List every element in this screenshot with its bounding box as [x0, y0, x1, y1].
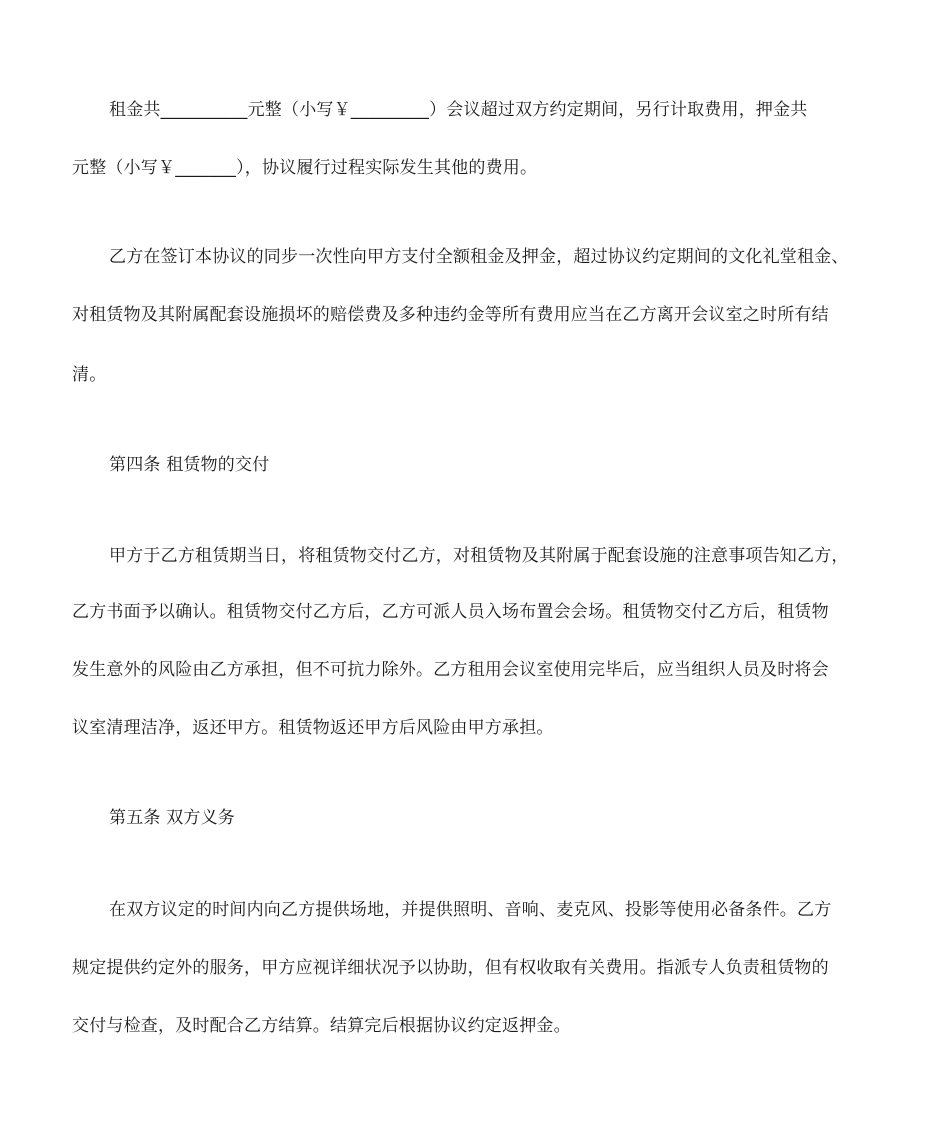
obligations-clause-line-1: 在双方议定的时间内向乙方提供场地，并提供照明、音响、麦克风、投影等使用必备条件。乙方 [109, 900, 832, 920]
delivery-clause-line-2: 乙方书面予以确认。租赁物交付乙方后，乙方可派人员入场布置会会场。租赁物交付乙方后，租赁物 [72, 602, 829, 622]
deposit-amount-line: 元整（小写￥_______），协议履行过程实际发生其他的费用。 [72, 158, 538, 178]
delivery-clause-line-3: 发生意外的风险由乙方承担，但不可抗力除外。乙方租用会议室使用完毕后，应当组织人员及时将会 [72, 660, 829, 680]
obligations-clause-line-3: 交付与检查，及时配合乙方结算。结算完后根据协议约定返押金。 [72, 1016, 571, 1036]
rent-amount-line: 租金共__________元整（小写￥_________）会议超过双方约定期间，另行计取费用，押金共 [109, 100, 808, 120]
obligations-clause-line-2: 规定提供约定外的服务，甲方应视详细状况予以协助，但有权收取有关费用。指派专人负责租赁物的 [72, 958, 829, 978]
payment-clause-line-2: 对租赁物及其附属配套设施损坏的赔偿费及多种违约金等所有费用应当在乙方离开会议室之时所有结 [72, 305, 829, 325]
article-4-heading: 第四条 租赁物的交付 [109, 455, 270, 475]
payment-clause-line-3: 清。 [72, 365, 107, 385]
payment-clause-line-1: 乙方在签订本协议的同步一次性向甲方支付全额租金及押金，超过协议约定期间的文化礼堂租金、 [109, 247, 849, 267]
article-5-heading: 第五条 双方义务 [109, 808, 236, 828]
delivery-clause-line-1: 甲方于乙方租赁期当日，将租赁物交付乙方，对租赁物及其附属于配套设施的注意事项告知乙方， [109, 546, 849, 566]
delivery-clause-line-4: 议室清理洁净，返还甲方。租赁物返还甲方后风险由甲方承担。 [72, 718, 554, 738]
